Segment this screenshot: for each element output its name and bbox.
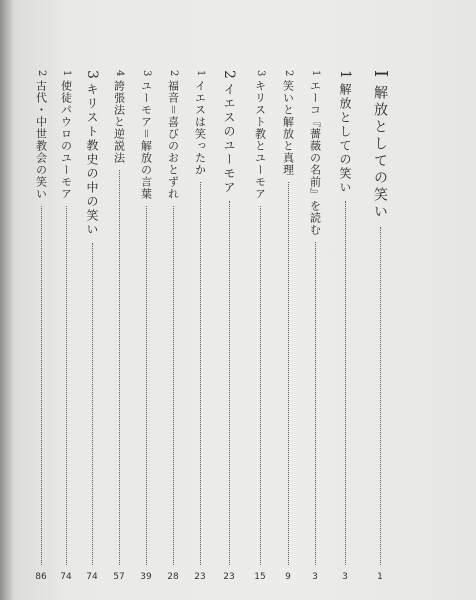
toc-entry <box>56 70 76 582</box>
entry-title: イエスは笑ったか <box>193 80 207 177</box>
entry-title: キリスト教とユーモア <box>253 80 267 201</box>
entry-number: 1 <box>61 70 72 77</box>
page-number: 28 <box>167 572 179 582</box>
leader-dots <box>173 206 174 565</box>
leader-dots <box>41 206 42 565</box>
entry-title: エーコ『薔薇の名前』を読む <box>308 80 322 237</box>
section-title: キリスト教史の中の笑い <box>85 82 99 237</box>
section-title: 解放としての笑い <box>338 82 352 195</box>
page-number: 57 <box>113 572 125 582</box>
entry-title: 古代・中世教会の笑い <box>34 80 48 201</box>
entry-title: 福音＝喜びのおとずれ <box>166 80 180 201</box>
toc-entry <box>31 70 51 582</box>
leader-dots <box>66 206 67 565</box>
toc-entry <box>109 70 129 582</box>
toc-section-heading <box>82 70 102 582</box>
leader-dots <box>92 243 93 565</box>
leader-dots <box>345 201 346 565</box>
leader-dots <box>380 227 381 565</box>
toc-entry <box>278 70 298 582</box>
section-numeral: 2 <box>221 70 237 79</box>
page-number: 74 <box>86 572 98 582</box>
entry-title: ユーモア＝解放の言葉 <box>139 80 153 201</box>
entry-number: 2 <box>36 70 47 77</box>
page-number: 86 <box>35 572 47 582</box>
part-title: 解放としての笑い <box>372 85 388 222</box>
leader-dots <box>260 206 261 565</box>
toc-entry <box>190 70 210 582</box>
section-numeral: 3 <box>84 70 100 79</box>
entry-number: 4 <box>114 70 125 77</box>
section-numeral: 1 <box>337 70 353 79</box>
entry-title: 使徒パウロのユーモア <box>59 80 73 201</box>
entry-number: 2 <box>283 70 294 77</box>
leader-dots <box>119 170 120 565</box>
toc-section-heading <box>335 70 355 582</box>
toc-entry <box>305 70 325 582</box>
section-title: イエスのユーモア <box>222 82 236 195</box>
page-number: 1 <box>377 572 383 582</box>
entry-title: 誇張法と逆説法 <box>112 80 126 165</box>
page-number: 74 <box>60 572 72 582</box>
entry-number: 2 <box>168 70 179 77</box>
toc-entry <box>163 70 183 582</box>
toc-entry <box>136 70 156 582</box>
leader-dots <box>200 182 201 565</box>
toc-part-heading <box>370 70 390 582</box>
leader-dots <box>229 201 230 565</box>
page-number: 23 <box>194 572 206 582</box>
part-numeral: I <box>370 70 391 78</box>
entry-number: 3 <box>141 70 152 77</box>
leader-dots <box>288 182 289 565</box>
entry-title: 笑いと解放と真理 <box>281 80 295 177</box>
entry-number: 3 <box>255 70 266 77</box>
page-number: 3 <box>342 572 348 582</box>
entry-number: 1 <box>310 70 321 77</box>
page-number: 15 <box>254 572 266 582</box>
page-number: 23 <box>223 572 235 582</box>
page-number: 3 <box>312 572 318 582</box>
toc-entry <box>250 70 270 582</box>
leader-dots <box>146 206 147 565</box>
page-number: 39 <box>140 572 152 582</box>
toc-section-heading <box>219 70 239 582</box>
entry-number: 1 <box>195 70 206 77</box>
leader-dots <box>315 242 316 565</box>
page-number: 9 <box>285 572 291 582</box>
